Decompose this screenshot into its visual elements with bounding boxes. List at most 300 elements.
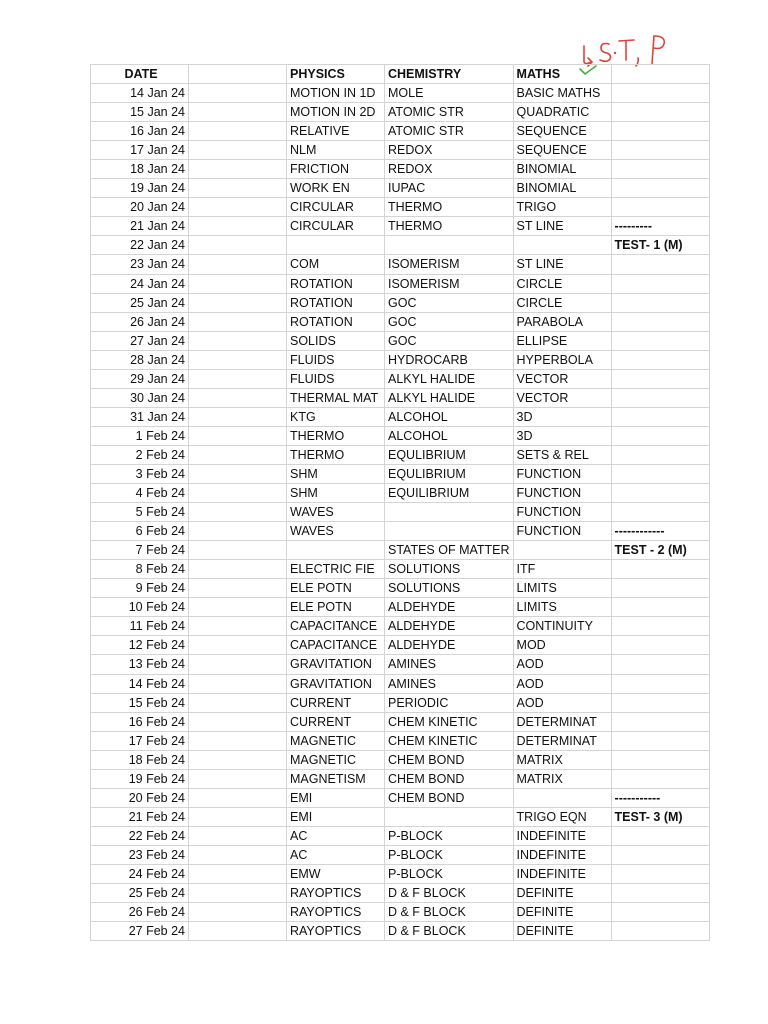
cell-physics: CURRENT xyxy=(287,693,385,712)
cell-maths: DEFINITE xyxy=(513,903,611,922)
cell-date: 26 Jan 24 xyxy=(91,312,189,331)
cell-test xyxy=(611,160,709,179)
cell-test xyxy=(611,617,709,636)
table-row xyxy=(91,617,710,636)
table-row xyxy=(91,826,710,845)
cell-test xyxy=(611,293,709,312)
cell-blank xyxy=(189,407,287,426)
cell-maths: BASIC MATHS xyxy=(513,84,611,103)
cell-blank xyxy=(189,445,287,464)
cell-blank xyxy=(189,369,287,388)
cell-blank xyxy=(189,826,287,845)
table-row xyxy=(91,807,710,826)
cell-date: 1 Feb 24 xyxy=(91,426,189,445)
cell-maths: PARABOLA xyxy=(513,312,611,331)
cell-maths: AOD xyxy=(513,655,611,674)
table-row xyxy=(91,464,710,483)
cell-blank xyxy=(189,712,287,731)
cell-date: 25 Feb 24 xyxy=(91,884,189,903)
table-row xyxy=(91,122,710,141)
cell-test xyxy=(611,655,709,674)
table-row xyxy=(91,350,710,369)
cell-maths: INDEFINITE xyxy=(513,826,611,845)
cell-physics: RELATIVE xyxy=(287,122,385,141)
cell-test xyxy=(611,445,709,464)
table-row xyxy=(91,731,710,750)
cell-date: 7 Feb 24 xyxy=(91,541,189,560)
cell-maths: TRIGO xyxy=(513,198,611,217)
cell-blank xyxy=(189,84,287,103)
cell-physics: RAYOPTICS xyxy=(287,903,385,922)
cell-physics: ELE POTN xyxy=(287,598,385,617)
cell-maths: FUNCTION xyxy=(513,503,611,522)
cell-date: 21 Feb 24 xyxy=(91,807,189,826)
cell-blank xyxy=(189,122,287,141)
cell-chemistry: MOLE xyxy=(385,84,514,103)
cell-maths: ST LINE xyxy=(513,255,611,274)
cell-chemistry: GOC xyxy=(385,312,514,331)
cell-test xyxy=(611,426,709,445)
cell-date: 2 Feb 24 xyxy=(91,445,189,464)
cell-blank xyxy=(189,503,287,522)
cell-chemistry: CHEM KINETIC xyxy=(385,731,514,750)
cell-date: 25 Jan 24 xyxy=(91,293,189,312)
cell-chemistry: SOLUTIONS xyxy=(385,579,514,598)
cell-blank xyxy=(189,769,287,788)
cell-maths: AOD xyxy=(513,674,611,693)
cell-test xyxy=(611,560,709,579)
cell-blank xyxy=(189,541,287,560)
table-row xyxy=(91,255,710,274)
cell-physics: GRAVITATION xyxy=(287,674,385,693)
table-row xyxy=(91,369,710,388)
cell-test xyxy=(611,579,709,598)
cell-maths: MATRIX xyxy=(513,750,611,769)
table-row xyxy=(91,598,710,617)
cell-chemistry: P-BLOCK xyxy=(385,845,514,864)
cell-chemistry: ISOMERISM xyxy=(385,274,514,293)
cell-chemistry: ALCOHOL xyxy=(385,426,514,445)
cell-date: 6 Feb 24 xyxy=(91,522,189,541)
table-row xyxy=(91,674,710,693)
cell-chemistry: D & F BLOCK xyxy=(385,922,514,941)
cell-test xyxy=(611,769,709,788)
cell-test xyxy=(611,84,709,103)
cell-chemistry: GOC xyxy=(385,331,514,350)
cell-maths: LIMITS xyxy=(513,579,611,598)
cell-blank xyxy=(189,731,287,750)
cell-test: --------- xyxy=(611,217,709,236)
cell-chemistry: ATOMIC STR xyxy=(385,103,514,122)
header-chemistry: CHEMISTRY xyxy=(385,65,514,84)
schedule-table xyxy=(90,64,710,941)
cell-blank xyxy=(189,141,287,160)
cell-date: 3 Feb 24 xyxy=(91,464,189,483)
cell-test xyxy=(611,884,709,903)
cell-physics: THERMAL MAT xyxy=(287,388,385,407)
table-row xyxy=(91,903,710,922)
cell-test xyxy=(611,731,709,750)
cell-chemistry: ATOMIC STR xyxy=(385,122,514,141)
cell-chemistry: THERMO xyxy=(385,198,514,217)
cell-blank xyxy=(189,922,287,941)
cell-date: 22 Feb 24 xyxy=(91,826,189,845)
cell-blank xyxy=(189,655,287,674)
cell-blank xyxy=(189,103,287,122)
cell-blank xyxy=(189,255,287,274)
cell-maths: FUNCTION xyxy=(513,464,611,483)
table-row xyxy=(91,160,710,179)
table-row xyxy=(91,636,710,655)
cell-test xyxy=(611,922,709,941)
table-row xyxy=(91,522,710,541)
cell-chemistry: REDOX xyxy=(385,141,514,160)
cell-maths xyxy=(513,541,611,560)
cell-chemistry: HYDROCARB xyxy=(385,350,514,369)
cell-maths: SEQUENCE xyxy=(513,141,611,160)
table-row xyxy=(91,503,710,522)
cell-chemistry: ALDEHYDE xyxy=(385,598,514,617)
table-row xyxy=(91,293,710,312)
cell-date: 17 Feb 24 xyxy=(91,731,189,750)
cell-date: 23 Feb 24 xyxy=(91,845,189,864)
cell-blank xyxy=(189,636,287,655)
table-row xyxy=(91,179,710,198)
cell-date: 18 Feb 24 xyxy=(91,750,189,769)
cell-test: ------------ xyxy=(611,522,709,541)
cell-date: 27 Feb 24 xyxy=(91,922,189,941)
cell-chemistry: SOLUTIONS xyxy=(385,560,514,579)
table-row xyxy=(91,750,710,769)
table-row xyxy=(91,312,710,331)
cell-physics: CURRENT xyxy=(287,712,385,731)
cell-physics: WAVES xyxy=(287,522,385,541)
cell-date: 24 Jan 24 xyxy=(91,274,189,293)
cell-chemistry: EQULIBRIUM xyxy=(385,464,514,483)
cell-blank xyxy=(189,750,287,769)
cell-maths: FUNCTION xyxy=(513,484,611,503)
cell-date: 15 Jan 24 xyxy=(91,103,189,122)
table-row xyxy=(91,198,710,217)
cell-physics: EMI xyxy=(287,807,385,826)
cell-physics: MAGNETISM xyxy=(287,769,385,788)
cell-maths: VECTOR xyxy=(513,388,611,407)
cell-physics: ELECTRIC FIE xyxy=(287,560,385,579)
cell-test xyxy=(611,598,709,617)
cell-blank xyxy=(189,312,287,331)
cell-chemistry: CHEM BOND xyxy=(385,788,514,807)
schedule-table-body xyxy=(91,65,710,941)
cell-test xyxy=(611,903,709,922)
cell-test xyxy=(611,103,709,122)
cell-blank xyxy=(189,617,287,636)
cell-test: TEST - 2 (M) xyxy=(611,541,709,560)
cell-date: 24 Feb 24 xyxy=(91,864,189,883)
cell-maths: LIMITS xyxy=(513,598,611,617)
cell-test xyxy=(611,198,709,217)
table-row xyxy=(91,560,710,579)
cell-blank xyxy=(189,179,287,198)
cell-test xyxy=(611,331,709,350)
cell-maths: SEQUENCE xyxy=(513,122,611,141)
cell-test xyxy=(611,750,709,769)
cell-date: 23 Jan 24 xyxy=(91,255,189,274)
cell-physics: AC xyxy=(287,845,385,864)
cell-test xyxy=(611,388,709,407)
cell-date: 16 Feb 24 xyxy=(91,712,189,731)
cell-maths: INDEFINITE xyxy=(513,845,611,864)
cell-maths xyxy=(513,788,611,807)
cell-date: 10 Feb 24 xyxy=(91,598,189,617)
table-row xyxy=(91,579,710,598)
cell-physics xyxy=(287,236,385,255)
cell-physics: CIRCULAR xyxy=(287,198,385,217)
cell-blank xyxy=(189,807,287,826)
cell-physics: KTG xyxy=(287,407,385,426)
cell-date: 12 Feb 24 xyxy=(91,636,189,655)
cell-physics: SOLIDS xyxy=(287,331,385,350)
cell-test xyxy=(611,864,709,883)
cell-maths: ITF xyxy=(513,560,611,579)
cell-maths: DEFINITE xyxy=(513,884,611,903)
header-physics: PHYSICS xyxy=(287,65,385,84)
cell-physics: SHM xyxy=(287,484,385,503)
cell-chemistry: THERMO xyxy=(385,217,514,236)
cell-blank xyxy=(189,864,287,883)
cell-physics: FLUIDS xyxy=(287,369,385,388)
cell-physics: ROTATION xyxy=(287,312,385,331)
cell-physics: ROTATION xyxy=(287,293,385,312)
cell-blank xyxy=(189,674,287,693)
cell-physics: FLUIDS xyxy=(287,350,385,369)
table-row xyxy=(91,769,710,788)
cell-physics: GRAVITATION xyxy=(287,655,385,674)
cell-test xyxy=(611,122,709,141)
header-maths: MATHS xyxy=(513,65,611,84)
cell-maths: 3D xyxy=(513,407,611,426)
cell-maths: MOD xyxy=(513,636,611,655)
cell-date: 30 Jan 24 xyxy=(91,388,189,407)
cell-maths xyxy=(513,236,611,255)
cell-chemistry xyxy=(385,522,514,541)
cell-test: TEST- 1 (M) xyxy=(611,236,709,255)
table-row xyxy=(91,445,710,464)
cell-date: 14 Feb 24 xyxy=(91,674,189,693)
table-row xyxy=(91,103,710,122)
cell-test xyxy=(611,674,709,693)
table-row xyxy=(91,388,710,407)
cell-physics: MAGNETIC xyxy=(287,731,385,750)
header-test xyxy=(611,65,709,84)
cell-chemistry xyxy=(385,503,514,522)
cell-date: 28 Jan 24 xyxy=(91,350,189,369)
cell-physics: EMW xyxy=(287,864,385,883)
cell-physics: THERMO xyxy=(287,426,385,445)
cell-blank xyxy=(189,464,287,483)
cell-blank xyxy=(189,426,287,445)
cell-maths: DETERMINAT xyxy=(513,731,611,750)
cell-maths: BINOMIAL xyxy=(513,160,611,179)
cell-chemistry xyxy=(385,807,514,826)
table-row xyxy=(91,864,710,883)
cell-maths: ST LINE xyxy=(513,217,611,236)
cell-date: 22 Jan 24 xyxy=(91,236,189,255)
cell-blank xyxy=(189,198,287,217)
cell-physics: CAPACITANCE xyxy=(287,636,385,655)
table-row xyxy=(91,712,710,731)
cell-blank xyxy=(189,236,287,255)
cell-chemistry: ALKYL HALIDE xyxy=(385,388,514,407)
cell-chemistry: AMINES xyxy=(385,655,514,674)
cell-chemistry xyxy=(385,236,514,255)
cell-date: 27 Jan 24 xyxy=(91,331,189,350)
cell-chemistry: GOC xyxy=(385,293,514,312)
table-row xyxy=(91,274,710,293)
cell-date: 20 Feb 24 xyxy=(91,788,189,807)
cell-date: 8 Feb 24 xyxy=(91,560,189,579)
table-row xyxy=(91,541,710,560)
cell-blank xyxy=(189,274,287,293)
cell-blank xyxy=(189,217,287,236)
cell-maths: CIRCLE xyxy=(513,274,611,293)
cell-blank xyxy=(189,788,287,807)
cell-physics: WORK EN xyxy=(287,179,385,198)
cell-date: 16 Jan 24 xyxy=(91,122,189,141)
cell-test xyxy=(611,407,709,426)
cell-blank xyxy=(189,484,287,503)
cell-date: 11 Feb 24 xyxy=(91,617,189,636)
table-row xyxy=(91,788,710,807)
cell-chemistry: EQULIBRIUM xyxy=(385,445,514,464)
cell-test xyxy=(611,484,709,503)
cell-physics: FRICTION xyxy=(287,160,385,179)
cell-maths: TRIGO EQN xyxy=(513,807,611,826)
header-row xyxy=(91,65,710,84)
table-row xyxy=(91,331,710,350)
cell-maths: BINOMIAL xyxy=(513,179,611,198)
cell-maths: MATRIX xyxy=(513,769,611,788)
cell-date: 19 Jan 24 xyxy=(91,179,189,198)
cell-maths: HYPERBOLA xyxy=(513,350,611,369)
table-row xyxy=(91,845,710,864)
table-row xyxy=(91,484,710,503)
cell-maths: QUADRATIC xyxy=(513,103,611,122)
cell-blank xyxy=(189,884,287,903)
cell-chemistry: ALKYL HALIDE xyxy=(385,369,514,388)
cell-maths: FUNCTION xyxy=(513,522,611,541)
annotation-stroke-t xyxy=(619,40,634,60)
cell-test: TEST- 3 (M) xyxy=(611,807,709,826)
cell-date: 31 Jan 24 xyxy=(91,407,189,426)
cell-date: 26 Feb 24 xyxy=(91,903,189,922)
cell-physics xyxy=(287,541,385,560)
annotation-stroke-s xyxy=(600,44,611,62)
cell-date: 18 Jan 24 xyxy=(91,160,189,179)
cell-test xyxy=(611,636,709,655)
table-row xyxy=(91,217,710,236)
cell-chemistry: STATES OF MATTER xyxy=(385,541,514,560)
cell-test xyxy=(611,369,709,388)
cell-blank xyxy=(189,350,287,369)
cell-test xyxy=(611,503,709,522)
cell-test xyxy=(611,464,709,483)
cell-blank xyxy=(189,331,287,350)
cell-date: 9 Feb 24 xyxy=(91,579,189,598)
cell-maths: DEFINITE xyxy=(513,922,611,941)
cell-physics: EMI xyxy=(287,788,385,807)
cell-physics: THERMO xyxy=(287,445,385,464)
cell-date: 14 Jan 24 xyxy=(91,84,189,103)
cell-chemistry: CHEM KINETIC xyxy=(385,712,514,731)
table-row xyxy=(91,884,710,903)
cell-maths: ELLIPSE xyxy=(513,331,611,350)
table-row xyxy=(91,655,710,674)
cell-test: ----------- xyxy=(611,788,709,807)
cell-maths: CIRCLE xyxy=(513,293,611,312)
cell-chemistry: ALDEHYDE xyxy=(385,617,514,636)
cell-chemistry: PERIODIC xyxy=(385,693,514,712)
cell-date: 20 Jan 24 xyxy=(91,198,189,217)
cell-physics: MOTION IN 1D xyxy=(287,84,385,103)
cell-test xyxy=(611,826,709,845)
cell-maths: SETS & REL xyxy=(513,445,611,464)
cell-physics: ROTATION xyxy=(287,274,385,293)
cell-physics: NLM xyxy=(287,141,385,160)
cell-physics: SHM xyxy=(287,464,385,483)
cell-test xyxy=(611,712,709,731)
cell-test xyxy=(611,845,709,864)
header-date: DATE xyxy=(91,65,189,84)
cell-chemistry: AMINES xyxy=(385,674,514,693)
cell-physics: CIRCULAR xyxy=(287,217,385,236)
cell-blank xyxy=(189,160,287,179)
cell-physics: WAVES xyxy=(287,503,385,522)
table-row xyxy=(91,236,710,255)
cell-chemistry: IUPAC xyxy=(385,179,514,198)
cell-chemistry: ISOMERISM xyxy=(385,255,514,274)
cell-test xyxy=(611,179,709,198)
table-row xyxy=(91,407,710,426)
cell-blank xyxy=(189,693,287,712)
cell-blank xyxy=(189,293,287,312)
cell-physics: MOTION IN 2D xyxy=(287,103,385,122)
cell-date: 19 Feb 24 xyxy=(91,769,189,788)
cell-test xyxy=(611,350,709,369)
cell-date: 17 Jan 24 xyxy=(91,141,189,160)
cell-test xyxy=(611,274,709,293)
cell-date: 15 Feb 24 xyxy=(91,693,189,712)
cell-test xyxy=(611,141,709,160)
cell-chemistry: REDOX xyxy=(385,160,514,179)
cell-chemistry: CHEM BOND xyxy=(385,750,514,769)
cell-maths: DETERMINAT xyxy=(513,712,611,731)
cell-blank xyxy=(189,903,287,922)
table-row xyxy=(91,426,710,445)
header-blank xyxy=(189,65,287,84)
cell-physics: ELE POTN xyxy=(287,579,385,598)
cell-test xyxy=(611,693,709,712)
cell-chemistry: D & F BLOCK xyxy=(385,884,514,903)
cell-physics: AC xyxy=(287,826,385,845)
cell-blank xyxy=(189,579,287,598)
table-row xyxy=(91,141,710,160)
cell-chemistry: ALCOHOL xyxy=(385,407,514,426)
cell-blank xyxy=(189,598,287,617)
cell-maths: VECTOR xyxy=(513,369,611,388)
cell-physics: COM xyxy=(287,255,385,274)
cell-maths: CONTINUITY xyxy=(513,617,611,636)
cell-date: 5 Feb 24 xyxy=(91,503,189,522)
